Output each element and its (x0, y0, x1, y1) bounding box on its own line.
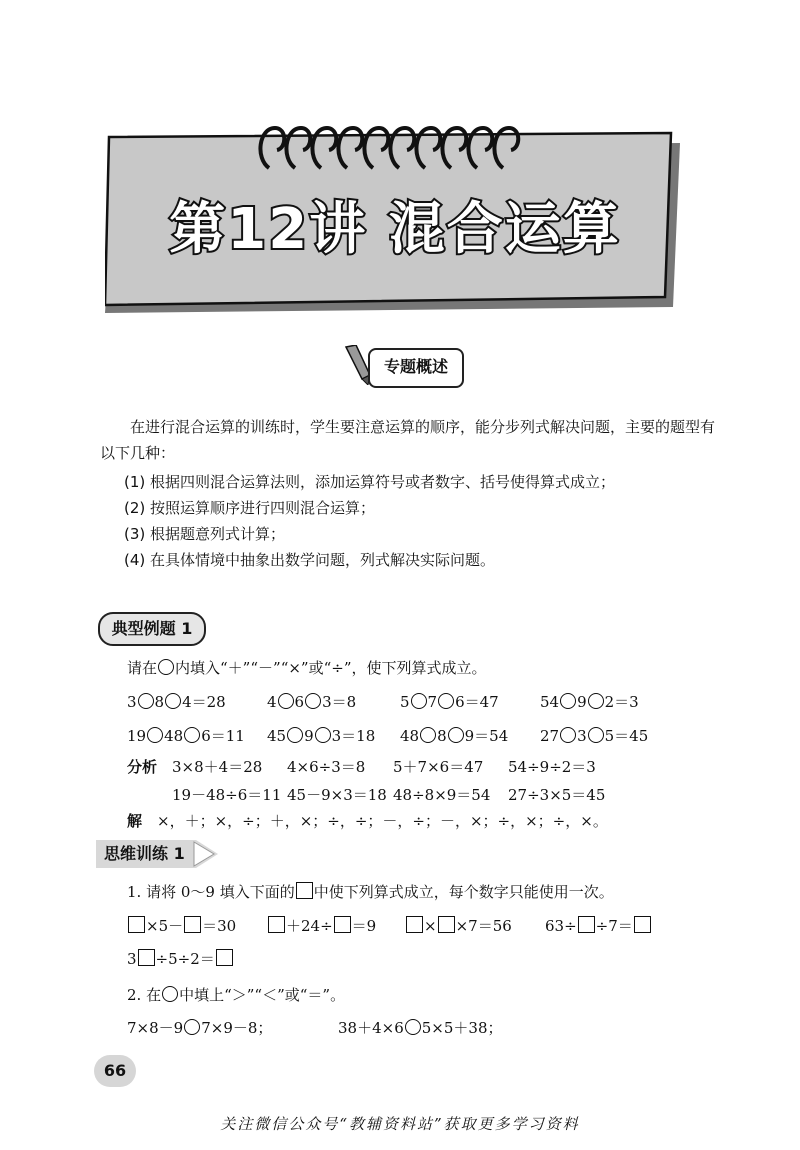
solution-label: 解 (127, 812, 143, 830)
equation: 48 8 9＝54 (400, 727, 509, 745)
type-item: (2) 按照运算顺序进行四则混合运算； (124, 499, 376, 517)
analysis-item: 27÷3×5＝45 (508, 786, 606, 804)
question-1: 1. 请将 0～9 填入下面的 中使下列算式成立，每个数字只能使用一次。 (127, 883, 614, 901)
q2-equation: 38＋4×6 5×5＋38； (338, 1019, 503, 1037)
page-number: 66 (94, 1055, 136, 1087)
equation: 5 7 6＝47 (400, 693, 499, 711)
analysis-item: 48÷8×9＝54 (393, 786, 491, 804)
circle-blank-icon (162, 986, 178, 1002)
square-blank-icon (296, 882, 313, 899)
analysis-item: 19－48÷6＝11 (172, 786, 282, 804)
equation: 27 3 5＝45 (540, 727, 649, 745)
q1-equation: 63÷ ÷7＝ (545, 915, 652, 936)
example-prompt: 请在 内填入“＋”“－”“×”或“÷”，使下列算式成立。 (127, 659, 487, 677)
analysis-item: 45－9×3＝18 (287, 786, 387, 804)
analysis-item: 5＋7×6＝47 (393, 758, 484, 776)
solution-text: ×，＋；×，÷；＋，×；÷，÷；－，÷；－，×；÷，×；÷，×。 (157, 812, 608, 830)
spiral-rings (255, 118, 525, 180)
type-item: (3) 根据题意列式计算； (124, 525, 286, 543)
example-label: 典型例题 1 (98, 612, 206, 646)
q1-equation: × ×7＝56 (405, 915, 512, 936)
analysis-item: 4×6÷3＝8 (287, 758, 366, 776)
equation: 45 9 3＝18 (267, 727, 376, 745)
chapter-title: 第12讲 混合运算 (169, 197, 621, 262)
equation: 19 48 6＝11 (127, 727, 245, 745)
q1-equation: ×5－ ＝30 (127, 915, 236, 936)
equation: 54 9 2＝3 (540, 693, 639, 711)
equation: 3 8 4＝28 (127, 693, 226, 711)
question-2: 2. 在 中填上“＞”“＜”或“＝”。 (127, 986, 346, 1004)
q1-equation: ＋24÷ ＝9 (267, 915, 376, 936)
training-label: 思维训练 1 (96, 840, 185, 868)
analysis-item: 3×8＋4＝28 (172, 758, 263, 776)
intro-paragraph: 在进行混合运算的训练时，学生要注意运算的顺序，能分步列式解决问题，主要的题型有以下几种： (100, 418, 716, 462)
type-item: (4) 在具体情境中抽象出数学问题，列式解决实际问题。 (124, 551, 496, 569)
type-item: (1) 根据四则混合运算法则，添加运算符号或者数字、括号使得算式成立； (124, 473, 616, 491)
q1-equation: 3 ÷5÷2＝ (127, 948, 234, 969)
footer-note: 关注微信公众号“教辅资料站”获取更多学习资料 (220, 1115, 580, 1133)
circle-blank-icon (158, 659, 174, 675)
equation: 4 6 3＝8 (267, 693, 357, 711)
overview-badge: 专题概述 (368, 348, 464, 388)
q2-equation: 7×8－9 7×9－8； (127, 1019, 273, 1037)
analysis-label: 分析 (127, 758, 158, 776)
analysis-item: 54÷9÷2＝3 (508, 758, 596, 776)
